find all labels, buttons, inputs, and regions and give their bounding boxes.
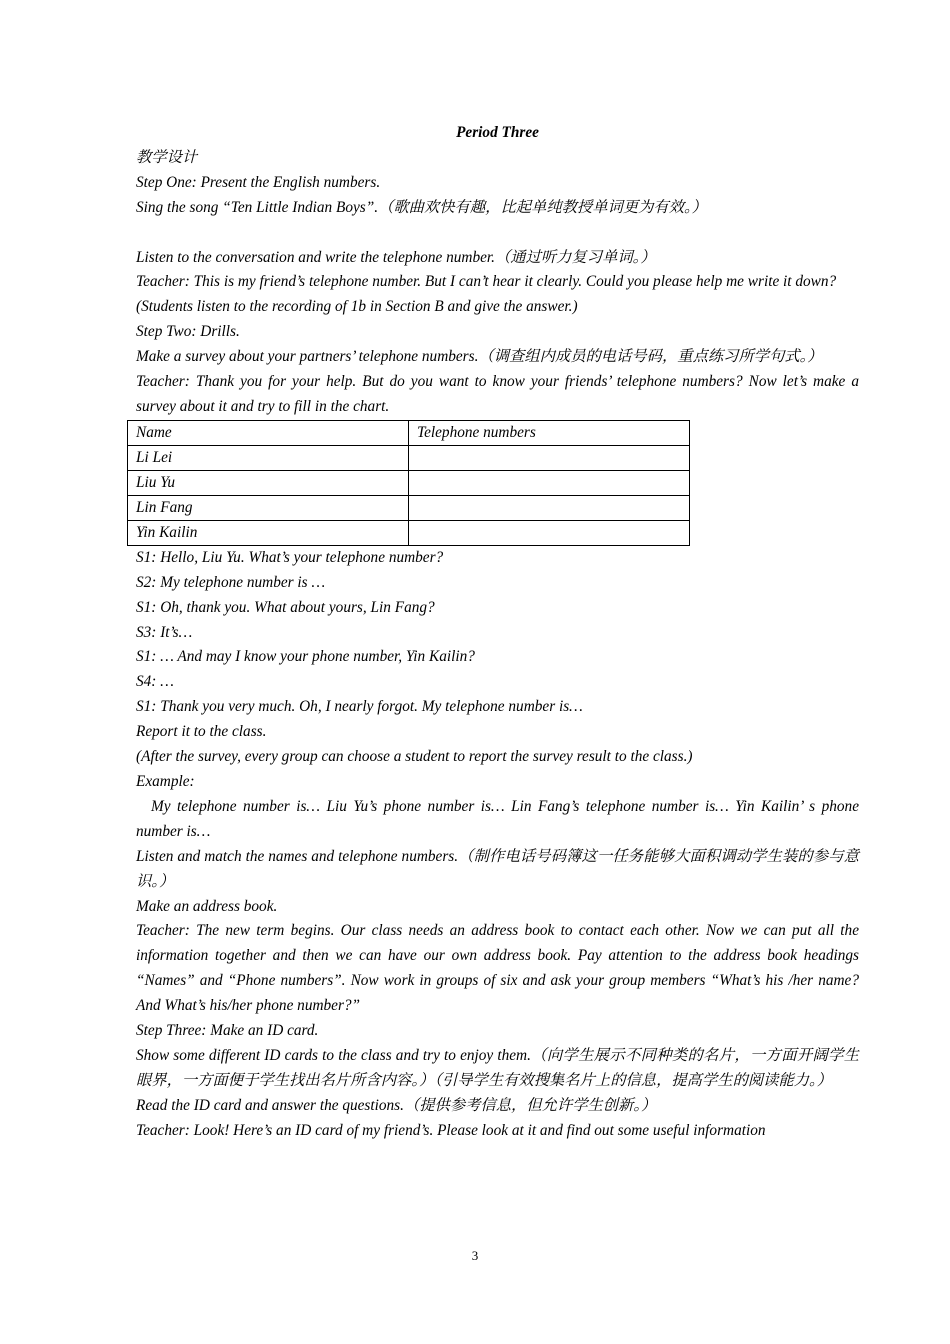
paragraph: Sing the song “Ten Little Indian Boys”.（歌曲欢快有趣，比起单纯教授单词更为有效。） (136, 198, 707, 216)
dialogue-line: S3: It’s… (136, 623, 193, 641)
table-cell-name: Yin Kailin (128, 520, 409, 545)
survey-table (127, 420, 690, 546)
dialogue-line: S1: Hello, Liu Yu. What’s your telephone number? (136, 548, 444, 566)
dialogue-line: S1: … And may I know your phone number, Yin Kailin? (136, 648, 475, 666)
paragraph: Make a survey about your partners’ telephone numbers.（调查组内成员的电话号码，重点练习所学句式。） (136, 348, 823, 366)
page-number: 3 (471, 1248, 479, 1263)
dialogue-line: S2: My telephone number is … (136, 573, 326, 591)
table-cell-phone (409, 495, 690, 520)
paragraph: (Students listen to the recording of 1b in Section B and give the answer.) (136, 298, 578, 316)
page-title: Period Three (456, 124, 539, 141)
paragraph: (After the survey, every group can choose a student to report the survey result to the class.) (136, 748, 693, 766)
table-cell-name: Li Lei (128, 445, 409, 470)
table-row (128, 495, 690, 520)
dialogue-line: S1: Oh, thank you. What about yours, Lin Fang? (136, 598, 435, 616)
table-cell-name: Liu Yu (128, 470, 409, 495)
table-header-cell: Telephone numbers (409, 420, 690, 445)
paragraph: Show some different ID cards to the class and try to enjoy them.（向学生展示不同种类的名片，一方面开阔学生眼界，一方面便于学生找出名片所含内容。）（引导学生有效搜集名片上的信息，提高学生的阅读能力。） (136, 1046, 859, 1089)
table-cell-phone (409, 470, 690, 495)
paragraph: Teacher: Look! Here’s an ID card of my friend’s. Please look at it and find out some useful information (136, 1121, 766, 1139)
table-row (128, 520, 690, 545)
paragraph: Read the ID card and answer the questions.（提供参考信息，但允许学生创新。） (136, 1096, 657, 1114)
table-cell-name: Lin Fang (128, 495, 409, 520)
table-row (128, 445, 690, 470)
paragraph: Example: (136, 773, 195, 791)
paragraph: Listen and match the names and telephone numbers.（制作电话号码簿这一任务能够大面积调动学生装的参与意识。） (136, 847, 859, 890)
paragraph: Make an address book. (136, 897, 278, 915)
table-header-cell: Name (128, 420, 409, 445)
paragraph: Step Three: Make an ID card. (136, 1022, 319, 1040)
dialogue-line: S4: … (136, 673, 174, 691)
example-paragraph: My telephone number is… Liu Yu’s phone number is… Lin Fang’s telephone number is… Yin Kailin’ s phone number is… (136, 797, 859, 840)
paragraph: Report it to the class. (136, 723, 267, 741)
paragraph: Teacher: Thank you for your help. But do you want to know your friends’ telephone numbers? Now let’s make a survey about it and try to fill in the chart. (136, 373, 859, 415)
paragraph: Step One: Present the English numbers. (136, 173, 381, 191)
paragraph: Listen to the conversation and write the telephone number.（通过听力复习单词。） (136, 248, 656, 266)
paragraph: Teacher: This is my friend’s telephone number. But I can’t hear it clearly. Could you please help me write it down? (136, 273, 837, 291)
paragraph: Teacher: The new term begins. Our class needs an address book to contact each other. Now we can put all the information together and then we can have our own address book. Pay attention to the address book headings “Names” and “Phone numbers”. Now work in groups of six and ask your group members “What’s his /her name? And What’s his/her phone number?” (136, 922, 859, 1015)
table-cell-phone (409, 520, 690, 545)
table-header-row (128, 420, 690, 445)
paragraph: 教学设计 (136, 148, 198, 166)
table-row (128, 470, 690, 495)
blank-line (136, 221, 859, 246)
document-body (136, 121, 859, 1144)
table-cell-phone (409, 445, 690, 470)
paragraph: Step Two: Drills. (136, 323, 240, 341)
dialogue-line: S1: Thank you very much. Oh, I nearly forgot. My telephone number is… (136, 698, 583, 716)
